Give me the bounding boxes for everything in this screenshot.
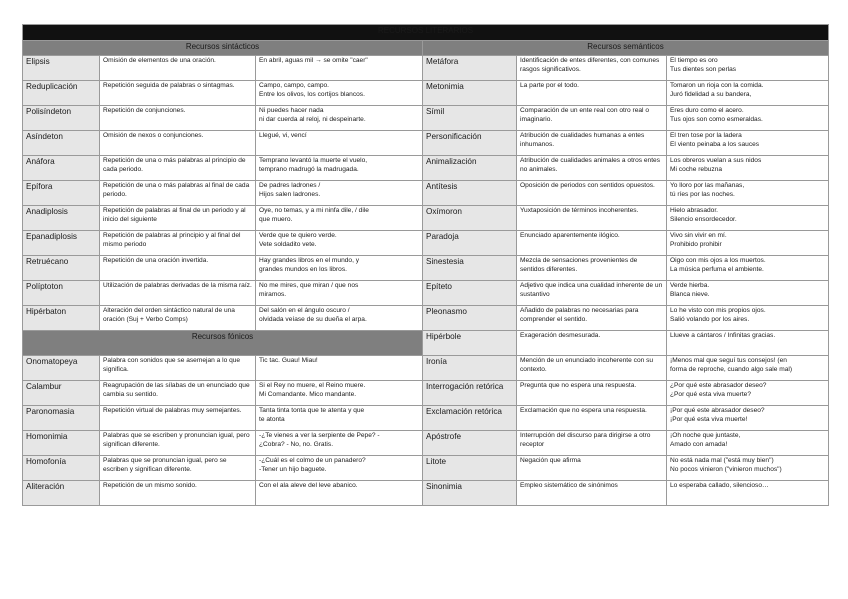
term-name: Onomatopeya	[23, 356, 100, 381]
section-title-sintacticos: Recursos sintácticos	[23, 41, 423, 56]
term-name: Políptoton	[23, 281, 100, 306]
example-line: En abril, aguas mil → se omite "caer"	[259, 57, 368, 64]
term-name: Elipsis	[23, 56, 100, 81]
example-line: ¡Menos mal que seguí tus consejos! (en	[670, 357, 787, 364]
table-row	[23, 431, 829, 456]
term-definition: Utilización de palabras derivadas de la misma raíz.	[100, 281, 256, 306]
term-definition: Repetición de una oración invertida.	[100, 256, 256, 281]
recursos-literarios-table	[22, 24, 829, 506]
table-row	[23, 156, 829, 181]
term-definition: Mención de un enunciado incoherente con su contexto.	[517, 356, 667, 381]
example-line: Tic tac. Guau! Miau!	[259, 357, 318, 364]
section-title-semanticos: Recursos semánticos	[423, 41, 829, 56]
term-example	[667, 306, 829, 331]
example-line: Entre los olivos, los cortijos blancos.	[259, 90, 365, 98]
term-example	[667, 331, 829, 356]
example-line: Juró fidelidad a su bandera,	[670, 90, 752, 98]
example-line: ¡Oh noche que juntaste,	[670, 432, 741, 439]
term-definition: Atribución de cualidades humanas a entes inhumanos.	[517, 131, 667, 156]
term-example	[256, 406, 423, 431]
term-example	[667, 206, 829, 231]
example-line: -¿Cuál es el colmo de un panadero?	[259, 457, 366, 464]
term-definition: Exclamación que no espera una respuesta.	[517, 406, 667, 431]
example-line: Del salón en el ángulo oscuro /	[259, 307, 350, 314]
page-title: RECURSOS LITERARIOS	[23, 25, 829, 41]
term-name: Oxímoron	[423, 206, 517, 231]
term-definition: Omisión de elementos de una oración.	[100, 56, 256, 81]
example-line: No está nada mal ("está muy bien")	[670, 457, 774, 464]
term-example	[256, 206, 423, 231]
term-example	[256, 306, 423, 331]
term-definition: Identificación de entes diferentes, con comunes rasgos significativos.	[517, 56, 667, 81]
example-line: Lo he visto con mis propios ojos.	[670, 307, 766, 314]
term-definition: Repetición de una o más palabras al final de cada periodo.	[100, 181, 256, 206]
example-line: olvidada veíase de su dueña el arpa.	[259, 315, 367, 323]
term-definition: Pregunta que no espera una respuesta.	[517, 381, 667, 406]
example-line: Salió volando por los aires.	[670, 315, 750, 323]
example-line: -¿Te vienes a ver la serpiente de Pepe? -	[259, 432, 380, 439]
term-definition: Palabras que se escriben y pronuncian igual, pero significan diferente.	[100, 431, 256, 456]
term-example	[256, 56, 423, 81]
table-row	[23, 256, 829, 281]
example-line: Llegué, vi, vencí	[259, 132, 307, 139]
example-line: ¿Cobra? - No, no. Gratis.	[259, 440, 334, 448]
example-line: forma de reproche, cuando algo sale mal)	[670, 365, 793, 373]
table-row	[23, 381, 829, 406]
section-title-fonicos: Recursos fónicos	[23, 331, 423, 356]
term-name: Retruécano	[23, 256, 100, 281]
example-line: ni dar cuerda al reloj, ni despeinarte.	[259, 115, 366, 123]
example-line: -Tener un hijo baguete.	[259, 465, 327, 473]
term-name: Metáfora	[423, 56, 517, 81]
term-name: Interrogación retórica	[423, 381, 517, 406]
example-line: Tanta tinta tonta que te atenta y que	[259, 407, 365, 414]
term-name: Anadiplosis	[23, 206, 100, 231]
term-definition: Repetición de palabras al principio y al final del mismo periodo	[100, 231, 256, 256]
table-row	[23, 106, 829, 131]
example-line: ¿Por qué esta viva muerte?	[670, 390, 751, 398]
table-body	[23, 25, 829, 506]
example-line: Llueve a cántaros / Infinitas gracias.	[670, 332, 776, 339]
term-definition: Alteración del orden sintáctico natural de una oración (Suj + Verbo Comps)	[100, 306, 256, 331]
example-line: Prohibido prohibir	[670, 240, 722, 248]
example-line: Silencio ensordecedor.	[670, 215, 737, 223]
example-line: El tren tose por la ladera	[670, 132, 742, 139]
term-name: Símil	[423, 106, 517, 131]
example-line: Yo lloro por las mañanas,	[670, 182, 745, 189]
example-line: Eres duro como el acero.	[670, 107, 744, 114]
example-line: Tus dientes son perlas	[670, 65, 737, 73]
term-definition: Palabras que se pronuncian igual, pero se escriben y significan diferente.	[100, 456, 256, 481]
table-row	[23, 456, 829, 481]
example-line: Oigo con mis ojos a los muertos.	[670, 257, 766, 264]
term-example	[256, 81, 423, 106]
term-name: Exclamación retórica	[423, 406, 517, 431]
term-name: Homofonía	[23, 456, 100, 481]
term-name: Metonimia	[423, 81, 517, 106]
example-line: Temprano levantó la muerte el vuelo,	[259, 157, 368, 164]
example-line: Blanca nieve.	[670, 290, 710, 298]
example-line: Oye, no temas, y a mi ninfa dile, / dile	[259, 207, 369, 214]
term-name: Polisíndeton	[23, 106, 100, 131]
term-example	[667, 281, 829, 306]
term-definition: Añadido de palabras no necesarias para comprender el sentido.	[517, 306, 667, 331]
example-line: Si el Rey no muere, el Reino muere.	[259, 382, 366, 389]
example-line: Verde que te quiero verde.	[259, 232, 337, 239]
example-line: Hielo abrasador.	[670, 207, 719, 214]
term-name: Epanadiplosis	[23, 231, 100, 256]
term-definition: Reagrupación de las sílabas de un enunciado que cambia su sentido.	[100, 381, 256, 406]
example-line: De padres ladrones /	[259, 182, 321, 189]
term-definition: Repetición virtual de palabras muy semejantes.	[100, 406, 256, 431]
term-example	[667, 431, 829, 456]
term-definition: Empleo sistemático de sinónimos	[517, 481, 667, 506]
example-line: No me mires, que miran / que nos	[259, 282, 359, 289]
term-definition: Mezcla de sensaciones provenientes de sentidos diferentes.	[517, 256, 667, 281]
term-name: Epífora	[23, 181, 100, 206]
example-line: temprano madrugó la madrugada.	[259, 165, 359, 173]
term-definition: Omisión de nexos o conjunciones.	[100, 131, 256, 156]
term-example	[667, 356, 829, 381]
term-name: Pleonasmo	[423, 306, 517, 331]
example-line: Amado con amada!	[670, 440, 728, 448]
term-example	[667, 256, 829, 281]
term-name: Litote	[423, 456, 517, 481]
term-example	[667, 81, 829, 106]
example-line: Tus ojos son como esmeraldas.	[670, 115, 763, 123]
example-line: ¡Por qué esta viva muerte!	[670, 415, 748, 423]
term-definition: Repetición de un mismo sonido.	[100, 481, 256, 506]
table-row	[23, 206, 829, 231]
term-example	[256, 356, 423, 381]
table-row	[23, 81, 829, 106]
title-row	[23, 25, 829, 41]
term-name: Apóstrofe	[423, 431, 517, 456]
example-line: Vivo sin vivir en mí.	[670, 232, 727, 239]
example-line: ¿Por qué este abrasador deseo?	[670, 382, 767, 389]
term-definition: Interrupción del discurso para dirigirse a otro receptor	[517, 431, 667, 456]
table-row	[23, 131, 829, 156]
term-definition: Atribución de cualidades animales a otros entes no animales.	[517, 156, 667, 181]
term-example	[256, 481, 423, 506]
term-example	[256, 256, 423, 281]
term-example	[667, 456, 829, 481]
table-row	[23, 231, 829, 256]
term-example	[667, 181, 829, 206]
term-definition: La parte por el todo.	[517, 81, 667, 106]
term-example	[667, 131, 829, 156]
term-name: Calambur	[23, 381, 100, 406]
term-definition: Repetición seguida de palabras o sintagmas.	[100, 81, 256, 106]
term-name: Hipérbole	[423, 331, 517, 356]
example-line: que muero.	[259, 215, 293, 223]
example-line: Tomaron un rioja con la comida.	[670, 82, 764, 89]
term-example	[667, 106, 829, 131]
term-name: Paronomasia	[23, 406, 100, 431]
term-definition: Palabra con sonidos que se asemejan a lo que significa.	[100, 356, 256, 381]
example-line: Los obreros vuelan a sus nidos	[670, 157, 762, 164]
example-line: miramos.	[259, 290, 287, 298]
term-example	[256, 381, 423, 406]
term-example	[667, 156, 829, 181]
example-line: La música perfuma el ambiente.	[670, 265, 764, 273]
term-name: Aliteración	[23, 481, 100, 506]
example-line: Mi coche rebuzna	[670, 165, 723, 173]
example-line: Hijos salen ladrones.	[259, 190, 321, 198]
table-row	[23, 281, 829, 306]
term-example	[256, 456, 423, 481]
example-line: El tiempo es oro	[670, 57, 718, 64]
example-line: Lo esperaba callado, silencioso…	[670, 482, 769, 489]
term-example	[256, 231, 423, 256]
term-example	[667, 381, 829, 406]
example-line: grandes mundos en los libros.	[259, 265, 347, 273]
term-name: Antítesis	[423, 181, 517, 206]
term-definition: Negación que afirma	[517, 456, 667, 481]
term-example	[667, 56, 829, 81]
term-name: Anáfora	[23, 156, 100, 181]
table-row	[23, 331, 829, 356]
table-row	[23, 356, 829, 381]
term-definition: Repetición de una o más palabras al principio de cada periodo.	[100, 156, 256, 181]
term-example	[256, 431, 423, 456]
table-row	[23, 56, 829, 81]
example-line: No pocos vinieron ("vinieron muchos")	[670, 465, 782, 473]
term-name: Asíndeton	[23, 131, 100, 156]
term-name: Animalización	[423, 156, 517, 181]
term-name: Paradoja	[423, 231, 517, 256]
term-definition: Enunciado aparentemente ilógico.	[517, 231, 667, 256]
example-line: ¡Por qué este abrasador deseo?	[670, 407, 765, 414]
example-line: Ni puedes hacer nada	[259, 107, 324, 114]
table-row	[23, 181, 829, 206]
example-line: Mi Comandante. Mico mandante.	[259, 390, 357, 398]
term-name: Ironía	[423, 356, 517, 381]
example-line: Vete soldadito vete.	[259, 240, 317, 248]
example-line: Verde hierba.	[670, 282, 710, 289]
term-example	[256, 181, 423, 206]
term-name: Homonimia	[23, 431, 100, 456]
term-definition: Oposición de periodos con sentidos opuestos.	[517, 181, 667, 206]
term-example	[667, 481, 829, 506]
example-line: tú ríes por las noches.	[670, 190, 735, 198]
term-definition: Yuxtaposición de términos incoherentes.	[517, 206, 667, 231]
term-name: Reduplicación	[23, 81, 100, 106]
table-row	[23, 481, 829, 506]
table-row	[23, 306, 829, 331]
term-example	[256, 281, 423, 306]
term-definition: Repetición de palabras al final de un periodo y al inicio del siguiente	[100, 206, 256, 231]
term-name: Personificación	[423, 131, 517, 156]
example-line: Con el ala aleve del leve abanico.	[259, 482, 358, 489]
term-definition: Adjetivo que indica una cualidad inherente de un sustantivo	[517, 281, 667, 306]
example-line: El viento peinaba a los sauces	[670, 140, 760, 148]
term-example	[667, 231, 829, 256]
term-example	[667, 406, 829, 431]
example-line: te atonta	[259, 415, 285, 423]
table-row	[23, 406, 829, 431]
example-line: Campo, campo, campo.	[259, 82, 329, 89]
term-name: Sinonimia	[423, 481, 517, 506]
term-name: Epíteto	[423, 281, 517, 306]
section-header-row	[23, 41, 829, 56]
term-name: Hipérbaton	[23, 306, 100, 331]
term-example	[256, 106, 423, 131]
term-example	[256, 156, 423, 181]
term-definition: Exageración desmesurada.	[517, 331, 667, 356]
term-name: Sinestesia	[423, 256, 517, 281]
term-example	[256, 131, 423, 156]
term-definition: Comparación de un ente real con otro real o imaginario.	[517, 106, 667, 131]
example-line: Hay grandes libros en el mundo, y	[259, 257, 360, 264]
term-definition: Repetición de conjunciones.	[100, 106, 256, 131]
